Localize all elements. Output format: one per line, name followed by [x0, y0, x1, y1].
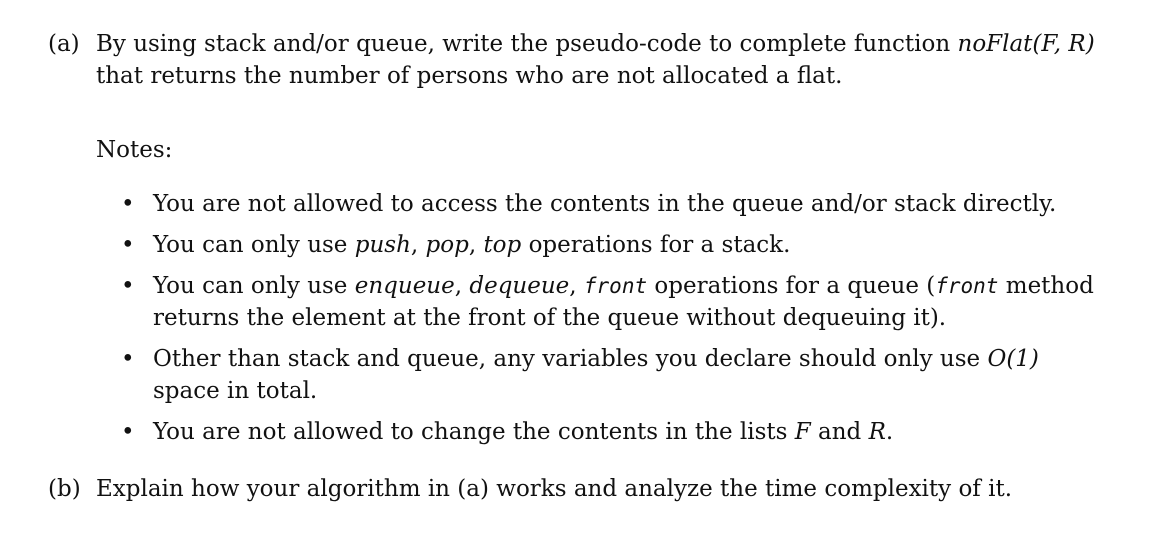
- note-text: method returns the element at the front of the queue without dequeuing it).: [153, 273, 1094, 331]
- note-item: [96, 188, 1106, 220]
- bullet-icon: •: [121, 273, 135, 299]
- part-a-label: (a): [48, 31, 80, 57]
- note-text: and: [810, 419, 869, 445]
- queue-op-dequeue: dequeue: [469, 273, 570, 299]
- note-item: [96, 270, 1106, 334]
- note-text: .: [885, 419, 894, 445]
- bullet-icon: •: [121, 232, 135, 258]
- note-separator: ,: [468, 232, 484, 258]
- part-b-text: Explain how your algorithm in (a) works and analyze the time complexity of it.: [96, 476, 1013, 502]
- question-part-b: [48, 473, 1118, 505]
- note-text: You can only use: [153, 273, 355, 299]
- part-a-text: By using stack and/or queue, write the pseudo-code to complete function: [96, 31, 958, 57]
- note-text: operations for a queue (: [647, 273, 936, 299]
- queue-op-front: front: [583, 274, 648, 298]
- bullet-icon: •: [121, 346, 135, 372]
- note-text: You can only use: [153, 232, 355, 258]
- bullet-icon: •: [121, 191, 135, 217]
- note-text: Other than stack and queue, any variables you declare should only use: [153, 346, 988, 372]
- notes-list: [96, 188, 1106, 457]
- note-separator: ,: [569, 273, 584, 299]
- stack-op-push: push: [354, 232, 411, 258]
- stack-op-top: top: [483, 232, 522, 258]
- note-item: [96, 229, 1106, 261]
- note-item: [96, 416, 1106, 448]
- note-text: You are not allowed to access the contents in the queue and/or stack directly.: [153, 191, 1057, 217]
- function-name: noFlat(F, R): [957, 31, 1095, 57]
- notes-heading: Notes:: [96, 137, 173, 163]
- note-text: You are not allowed to change the contents in the lists: [153, 419, 795, 445]
- queue-op-front-ref: front: [935, 274, 999, 298]
- list-var-f: F: [794, 419, 811, 445]
- note-separator: ,: [410, 232, 426, 258]
- note-text: space in total.: [153, 378, 318, 404]
- note-text: operations for a stack.: [521, 232, 791, 258]
- part-a-text-line2: that returns the number of persons who are not allocated a flat.: [96, 63, 843, 89]
- stack-op-pop: pop: [425, 232, 469, 258]
- part-b-label: (b): [48, 476, 81, 502]
- space-complexity: O(1): [987, 346, 1039, 372]
- note-separator: ,: [454, 273, 470, 299]
- queue-op-enqueue: enqueue: [354, 273, 455, 299]
- list-var-r: R: [868, 419, 886, 445]
- note-item: [96, 343, 1106, 407]
- question-part-a: [48, 28, 1118, 92]
- bullet-icon: •: [121, 419, 135, 445]
